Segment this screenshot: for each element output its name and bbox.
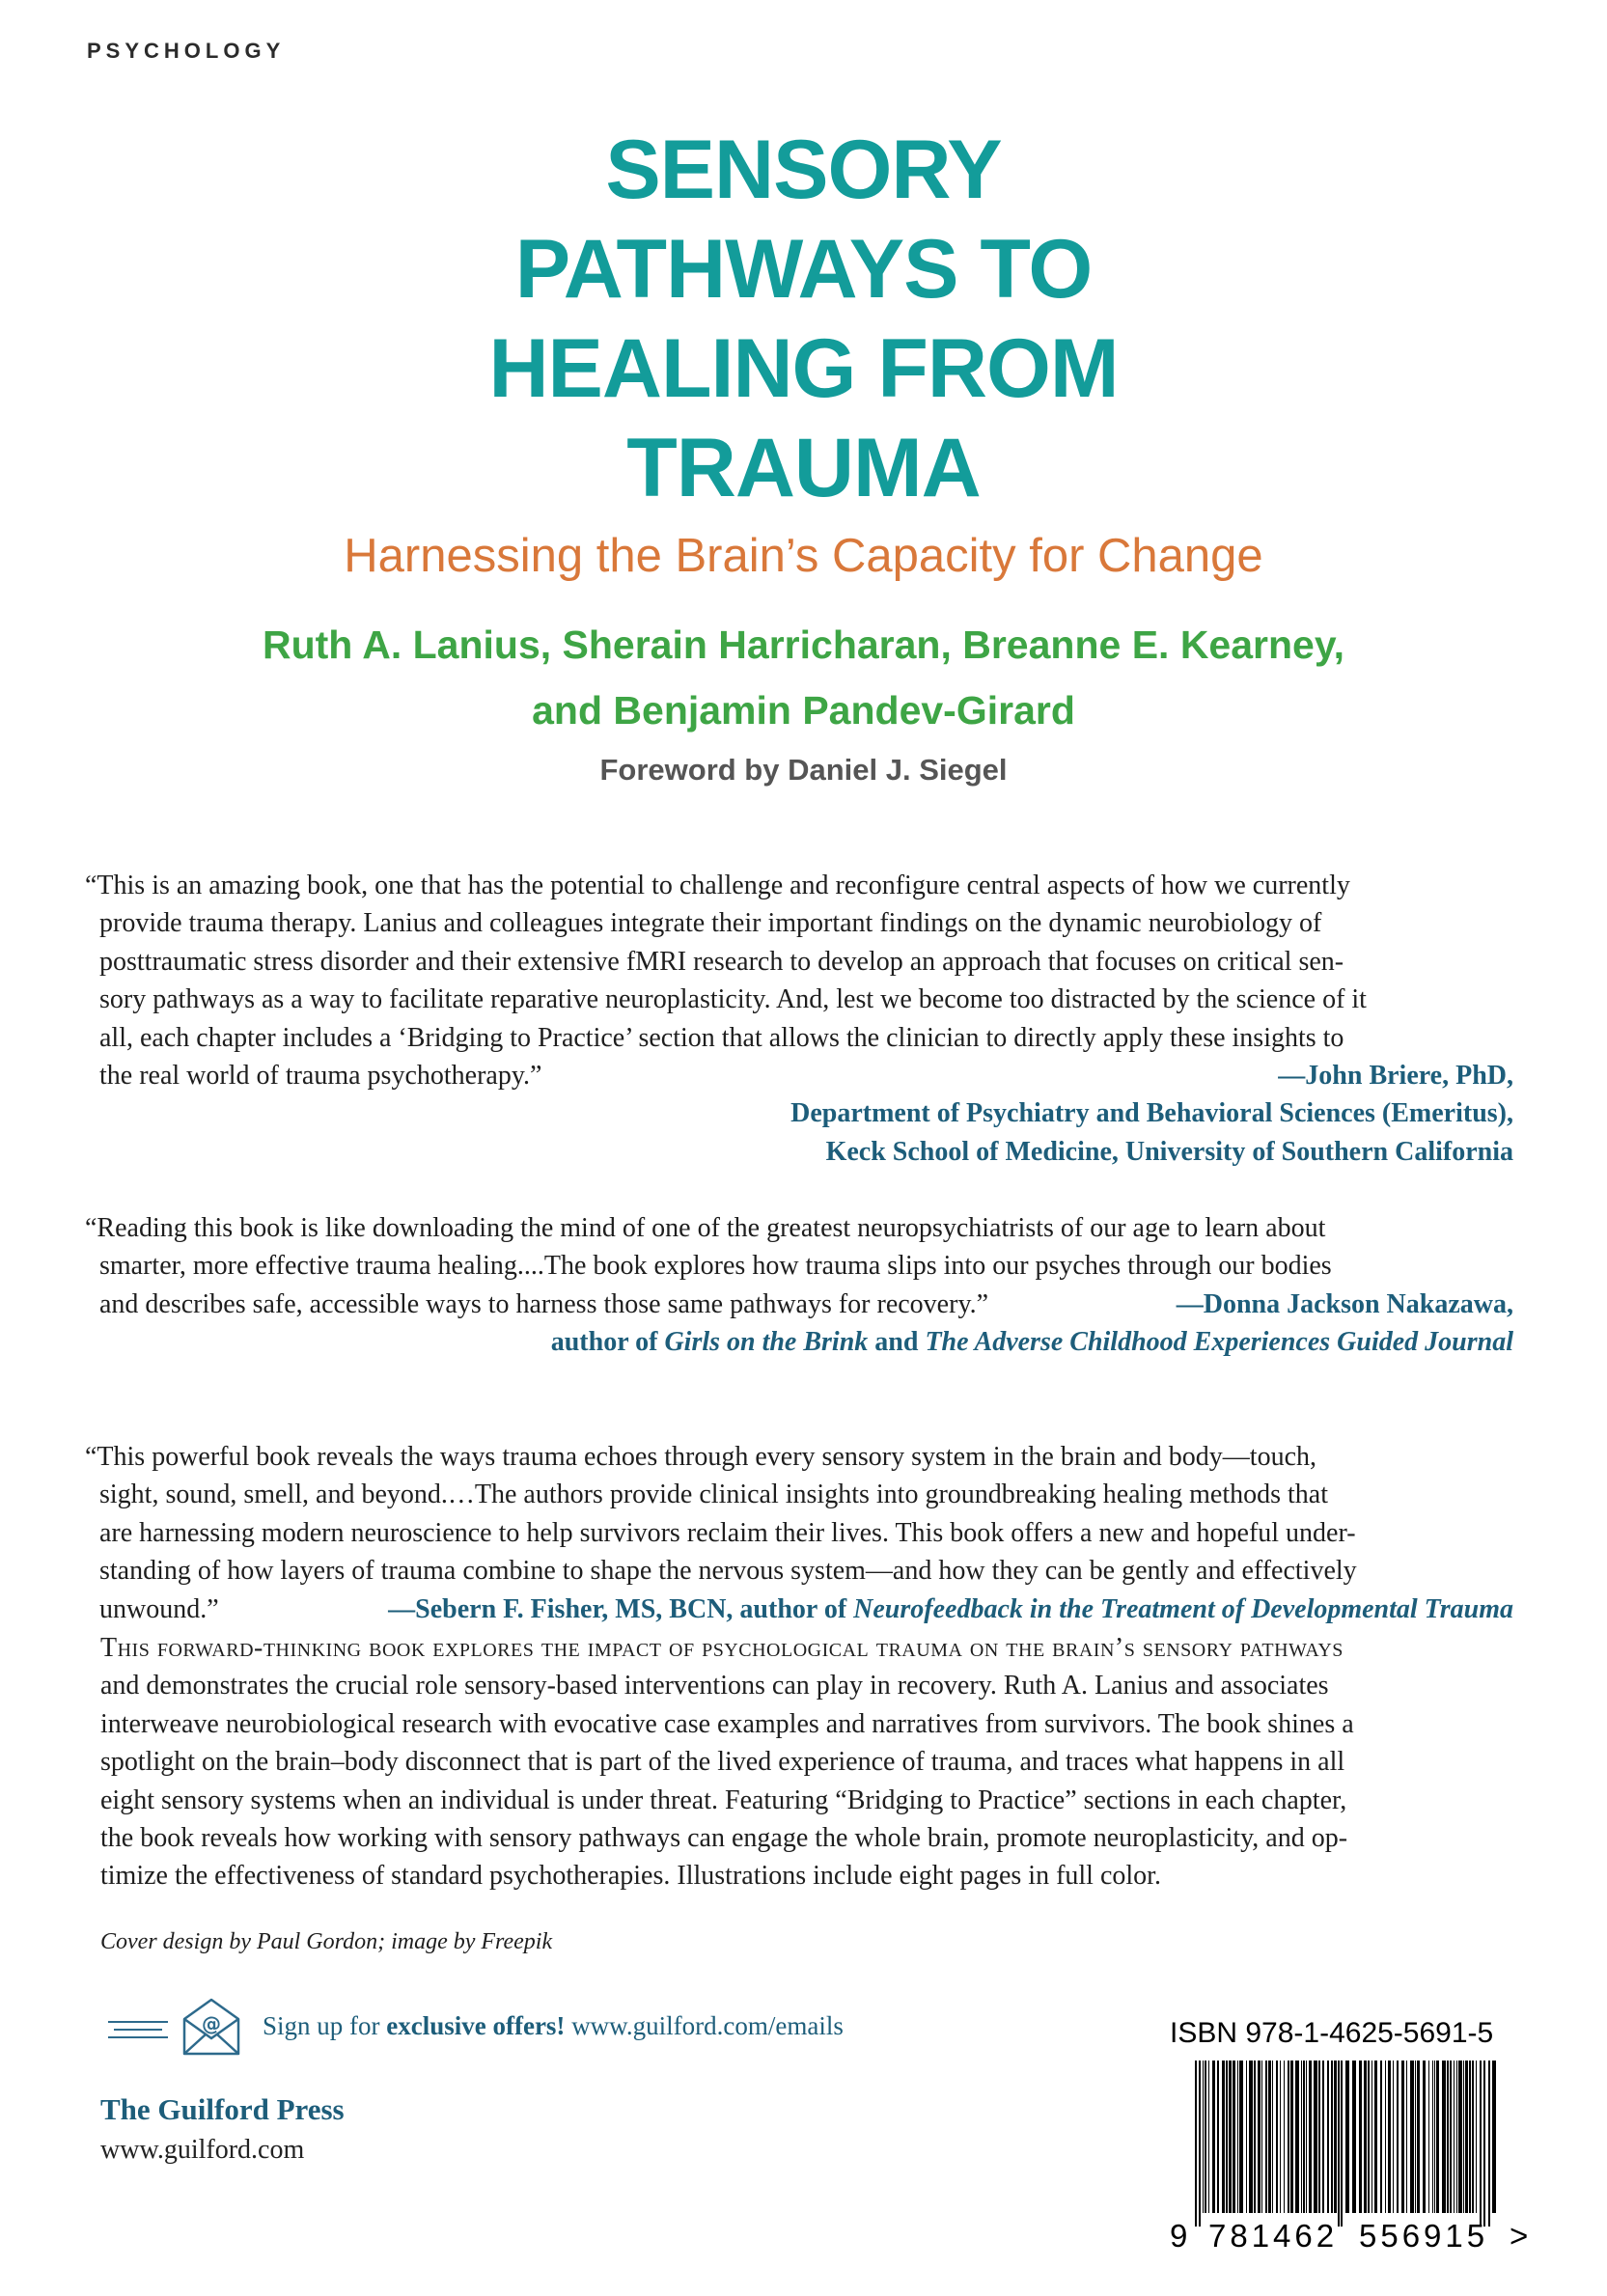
barcode-bar — [1345, 2061, 1349, 2213]
barcode-bar — [1410, 2061, 1414, 2213]
barcode-bar — [1306, 2061, 1307, 2213]
quote-line: all, each chapter includes a ‘Bridging to Practice’ section that allows the clinician to directly apply these insights to — [99, 1022, 1344, 1053]
barcode-bar — [1246, 2061, 1247, 2213]
barcode-bar — [1258, 2061, 1261, 2213]
barcode — [1195, 2061, 1496, 2227]
barcode-bar — [1442, 2061, 1446, 2213]
isbn: ISBN 978-1-4625-5691-5 — [1170, 2017, 1494, 2049]
cover-credit: Cover design by Paul Gordon; image by Freepik — [100, 1929, 553, 1954]
attribution-and: and — [874, 1327, 919, 1358]
book-reference: The Adverse Childhood Experiences Guided Journal — [925, 1327, 1513, 1358]
barcode-bar — [1239, 2061, 1243, 2213]
barcode-bar — [1472, 2061, 1474, 2213]
barcode-bar — [1309, 2061, 1312, 2213]
title-line: HEALING FROM — [488, 322, 1119, 415]
quote-line: “Reading this book is like downloading the mind of one of the greatest neuropsychiatrists of our age to learn about — [85, 1213, 1326, 1243]
barcode-bar — [1447, 2061, 1449, 2213]
barcode-bar — [1465, 2061, 1468, 2213]
barcode-bar — [1249, 2061, 1253, 2213]
quote-line: posttraumatic stress disorder and their extensive fMRI research to develop an approach that focuses on critical sen- — [99, 946, 1344, 977]
barcode-bar — [1476, 2061, 1477, 2213]
barcode-bar — [1432, 2061, 1433, 2213]
barcode-bar — [1268, 2061, 1271, 2213]
barcode-bar — [1450, 2061, 1452, 2213]
barcode-bar — [1237, 2061, 1238, 2213]
endorsement-quote — [85, 1209, 1513, 1362]
barcode-bar — [1428, 2061, 1429, 2213]
barcode-bar — [1217, 2061, 1219, 2213]
barcode-bar — [1280, 2061, 1281, 2213]
barcode-bar — [1322, 2061, 1324, 2213]
barcode-bar — [1301, 2061, 1302, 2213]
barcode-digits-left: 781462 — [1208, 2218, 1339, 2254]
barcode-bar — [1423, 2061, 1426, 2213]
barcode-bar — [1261, 2061, 1262, 2213]
barcode-bar — [1341, 2061, 1343, 2227]
description-line: interweave neurobiological research with evocative case examples and narratives from survivors. The book shines a — [100, 1708, 1354, 1739]
quote-attribution: —Sebern F. Fisher, MS, BCN, author of — [388, 1593, 847, 1624]
barcode-bar — [1334, 2061, 1337, 2213]
barcode-bar — [1331, 2061, 1333, 2213]
barcode-bar — [1397, 2061, 1399, 2213]
description-line: the book reveals how working with sensory pathways can engage the whole brain, promote neuroplasticity, and op- — [100, 1823, 1348, 1854]
quote-line: and describes safe, accessible ways to harness those same pathways for recovery.” — [99, 1288, 989, 1319]
quote-line: unwound.” — [99, 1593, 219, 1624]
signup-prefix: Sign up for — [263, 2011, 380, 2040]
barcode-bar — [1456, 2061, 1457, 2213]
barcode-bar — [1480, 2061, 1482, 2227]
barcode-bar — [1272, 2061, 1273, 2213]
description-line: timize the effectiveness of standard psychotherapies. Illustrations include eight pages in full color. — [100, 1861, 1161, 1892]
barcode-bar — [1226, 2061, 1228, 2213]
quote-line: “This is an amazing book, one that has the potential to challenge and reconfigure central aspects of how we currently — [85, 871, 1350, 900]
signup-offer: exclusive offers! — [386, 2011, 566, 2040]
barcode-bar — [1284, 2061, 1285, 2213]
barcode-bar — [1359, 2061, 1362, 2213]
publisher-name: The Guilford Press — [100, 2092, 345, 2126]
speed-lines-icon — [108, 2021, 168, 2044]
barcode-bar — [1368, 2061, 1370, 2213]
barcode-bar — [1338, 2061, 1340, 2227]
barcode-bar — [1469, 2061, 1471, 2213]
signup-row[interactable] — [108, 1994, 880, 2056]
barcode-bar — [1463, 2061, 1464, 2213]
book-title — [0, 121, 1607, 518]
barcode-bar — [1199, 2061, 1201, 2227]
quote-attribution: Department of Psychiatry and Behavioral Sciences (Emeritus), — [790, 1098, 1513, 1129]
svg-text:@: @ — [202, 2012, 221, 2035]
quote-line: are harnessing modern neuroscience to help survivors reclaim their lives. This book offers a new and hopeful under- — [99, 1517, 1356, 1548]
quote-line: the real world of trauma psychotherapy.” — [99, 1061, 542, 1092]
attribution-prefix: author of — [550, 1327, 658, 1358]
barcode-bar — [1229, 2061, 1232, 2213]
barcode-bar — [1417, 2061, 1420, 2213]
barcode-bar — [1212, 2061, 1215, 2213]
description-line: eight sensory systems when an individual is under threat. Featuring “Bridging to Practice” sections in each chapter, — [100, 1784, 1347, 1815]
quote-line: provide trauma therapy. Lanius and colleagues integrate their important findings on the dynamic neurobiology of — [99, 908, 1322, 939]
barcode-bar — [1415, 2061, 1416, 2213]
barcode-digits — [1170, 2218, 1535, 2260]
book-subtitle: Harnessing the Brain’s Capacity for Change — [344, 530, 1263, 582]
envelope-at-icon — [180, 1994, 243, 2058]
description-line: and demonstrates the crucial role sensory-based interventions can play in recovery. Ruth A. Lanius and associates — [100, 1671, 1329, 1701]
barcode-bar — [1483, 2061, 1485, 2227]
barcode-bar — [1385, 2061, 1386, 2213]
book-reference: Girls on the Brink — [664, 1327, 869, 1358]
authors-line: Ruth A. Lanius, Sherain Harricharan, Breanne E. Kearney, — [263, 622, 1344, 667]
title-line: SENSORY — [605, 124, 1002, 216]
barcode-bar — [1352, 2061, 1356, 2213]
barcode-bar — [1488, 2061, 1490, 2227]
barcode-bar — [1276, 2061, 1278, 2213]
endorsement-quote — [85, 867, 1513, 1171]
barcode-bar — [1288, 2061, 1289, 2213]
quote-attribution — [85, 1323, 1513, 1361]
title-line: PATHWAYS TO — [514, 223, 1093, 316]
authors — [0, 612, 1607, 743]
barcode-bar — [1388, 2061, 1391, 2213]
barcode-bar — [1327, 2061, 1329, 2213]
barcode-bar — [1254, 2061, 1256, 2213]
barcode-digits-right: 556915 — [1359, 2218, 1489, 2254]
description-lead: This forward-thinking book explores the impact of psychological trauma on the brain’s sensory pathways — [100, 1633, 1344, 1663]
foreword: Foreword by Daniel J. Siegel — [599, 753, 1008, 787]
barcode-bar — [1265, 2061, 1267, 2213]
barcode-bar — [1208, 2061, 1209, 2213]
barcode-bar — [1374, 2061, 1377, 2213]
barcode-bar — [1380, 2061, 1382, 2213]
barcode-bar — [1303, 2061, 1305, 2213]
barcode-bar — [1458, 2061, 1462, 2213]
barcode-digit-first: 9 — [1170, 2218, 1188, 2254]
barcode-bar — [1492, 2061, 1496, 2213]
signup-text[interactable] — [263, 2011, 844, 2041]
barcode-bar — [1371, 2061, 1372, 2213]
description-line: spotlight on the brain–body disconnect that is part of the lived experience of trauma, and traces what happens in all — [100, 1747, 1345, 1778]
quote-line: smarter, more effective trauma healing....The book explores how trauma slips into our psyches through our bodies — [99, 1251, 1332, 1282]
quote-attribution: —Donna Jackson Nakazawa, — [1176, 1288, 1513, 1319]
category-label: PSYCHOLOGY — [87, 39, 286, 63]
quote-line: sight, sound, smell, and beyond.…The authors provide clinical insights into groundbreaking healing methods that — [99, 1480, 1329, 1510]
barcode-bar — [1295, 2061, 1299, 2213]
authors-line: and Benjamin Pandev-Girard — [532, 688, 1075, 733]
barcode-bar — [1393, 2061, 1394, 2213]
barcode-bar — [1314, 2061, 1317, 2213]
barcode-bar — [1364, 2061, 1367, 2213]
quote-line: sory pathways as a way to facilitate reparative neuroplasticity. And, lest we become too distracted by the science of it — [99, 984, 1367, 1015]
title-line: TRAUMA — [626, 422, 981, 514]
barcode-bar — [1406, 2061, 1407, 2213]
barcode-marker: > — [1510, 2218, 1529, 2254]
barcode-bar — [1195, 2061, 1197, 2227]
barcode-bar — [1436, 2061, 1439, 2213]
barcode-bar — [1318, 2061, 1320, 2213]
endorsement-quote — [85, 1438, 1513, 1628]
barcode-bar — [1203, 2061, 1204, 2213]
signup-link[interactable]: www.guilford.com/emails — [571, 2011, 844, 2040]
publisher-link[interactable]: www.guilford.com — [100, 2135, 305, 2165]
barcode-bar — [1401, 2061, 1404, 2213]
barcode-bar — [1205, 2061, 1206, 2213]
book-description — [100, 1629, 1513, 1895]
barcode-bar — [1233, 2061, 1235, 2213]
barcode-bar — [1454, 2061, 1455, 2213]
barcode-bar — [1290, 2061, 1293, 2213]
book-reference: Neurofeedback in the Treatment of Developmental Trauma — [853, 1593, 1513, 1624]
quote-attribution: Keck School of Medicine, University of Southern California — [825, 1136, 1513, 1167]
barcode-bar — [1434, 2061, 1435, 2213]
quote-attribution: —John Briere, PhD, — [1278, 1061, 1513, 1092]
barcode-bar — [1222, 2061, 1225, 2213]
quote-line: “This powerful book reveals the ways trauma echoes through every sensory system in the brain and body—touch, — [85, 1442, 1316, 1472]
quote-line: standing of how layers of trauma combine to shape the nervous system—and how they can be gently and effectively — [99, 1556, 1357, 1587]
